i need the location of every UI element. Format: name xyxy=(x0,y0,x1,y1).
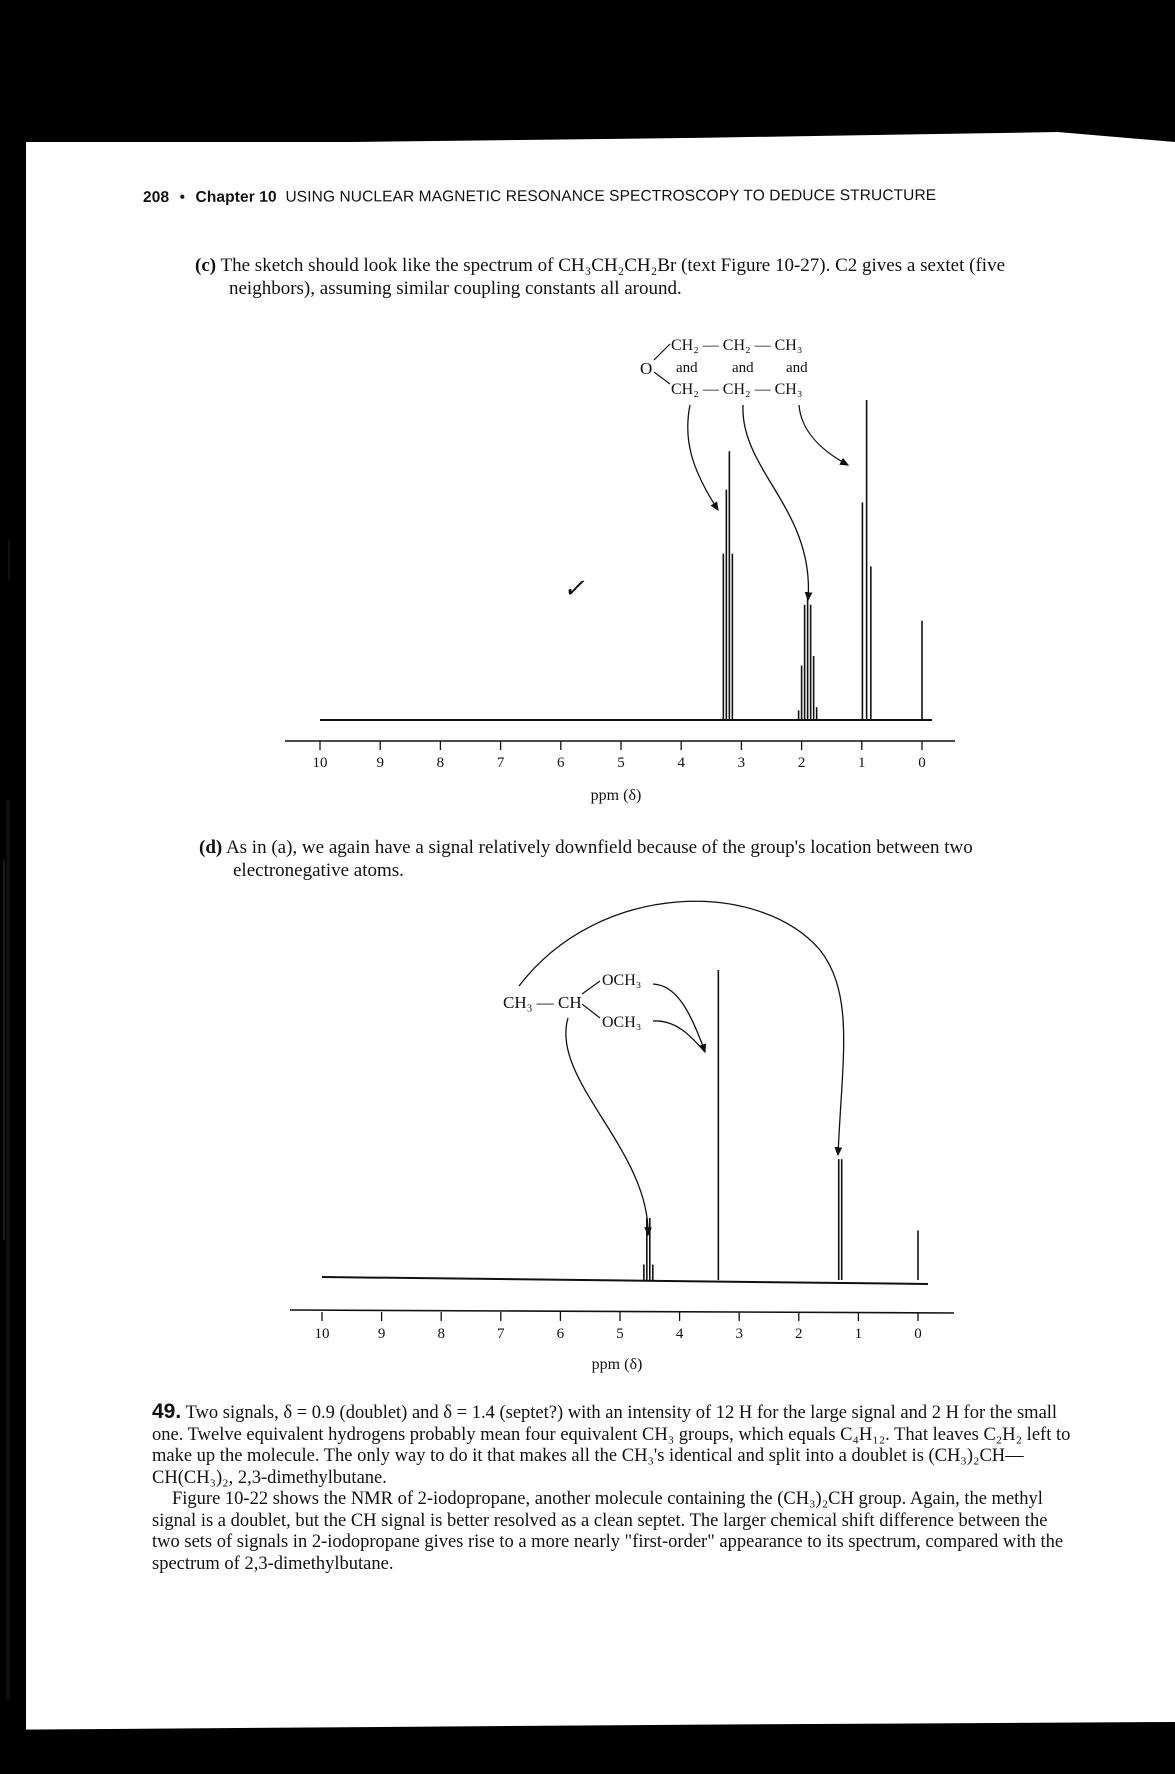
scan-margin-marks xyxy=(0,540,14,1700)
problem-49-text: Two signals, δ = 0.9 (doublet) and δ = 1.4 (septet?) with an intensity of 12 H for the large signal and 2 H for the small one. Twelve equivalent hydrogens probably mean four equivalent CH₃ groups, which equals C₄H₁₂. That leaves C₂H₂ left to make up the molecule. The only way to do it that makes all the CH₃'s identical and split into a doublet is (CH₃)₂CH—CH(CH₃)₂, 2,3-dimethylbutane. xyxy=(152,1403,1071,1488)
part-d-text: As in (a), we again have a signal relatively downfield because of the group's location between two electronegative atoms. xyxy=(225,837,973,881)
arrow-d-ch3 xyxy=(519,901,844,1155)
axis-tick-label: 1 xyxy=(854,1326,863,1342)
chapter-title: USING NUCLEAR MAGNETIC RESONANCE SPECTROSCOPY TO DEDUCE STRUCTURE xyxy=(285,186,937,206)
spectrum-d xyxy=(290,901,954,1373)
structure-c-bond-top xyxy=(654,344,670,360)
structure-d-bond-top xyxy=(582,981,600,994)
axis-tick-label: 3 xyxy=(737,755,746,771)
arrow-c-och2 xyxy=(688,405,718,510)
problem-49-text-2: Figure 10-22 shows the NMR of 2-iodopropane, another molecule containing the (CH₃)₂CH group. Again, the methyl signal is a doublet, but the CH signal is better resolved as a clean septet. The larger chemical shift difference between the two sets of signals in 2-iodopropane gives rise to a more nearly "first-order" appearance to its spectrum, compared with the spectrum of 2,3-dimethylbutane. xyxy=(152,1489,1064,1574)
axis-tick-label: 7 xyxy=(496,755,505,771)
structure-d-och3-bottom: OCH₃ xyxy=(602,1014,642,1031)
axis-tick-label: 3 xyxy=(735,1326,743,1342)
axis-tick-label: 2 xyxy=(795,1326,803,1342)
axis-tick-label: 8 xyxy=(436,755,445,771)
structure-c-top-row: CH₂ — CH₂ — CH₃ xyxy=(671,337,803,354)
arrow-d-ch xyxy=(566,1018,648,1235)
arrow-d-och3-top xyxy=(653,984,705,1052)
axis-tick-label: 4 xyxy=(675,1326,684,1342)
axis-tick-label: 9 xyxy=(377,1326,386,1342)
arrow-d-och3-bottom xyxy=(653,1021,705,1052)
axis-tick-label: 6 xyxy=(557,755,565,771)
arrow-c-ch2 xyxy=(743,405,809,600)
axis-tick-label: 0 xyxy=(914,1326,922,1342)
part-d-label: (d) xyxy=(199,837,223,858)
arrow-c-ch3 xyxy=(799,405,848,465)
spectrum-d-baseline xyxy=(322,1277,928,1284)
axis-tick-label: 6 xyxy=(556,1326,565,1342)
structure-c-and-2: and xyxy=(732,360,754,376)
header-bullet: • xyxy=(179,188,186,206)
structure-c-oxygen: O xyxy=(640,359,653,378)
structure-c-bottom-row: CH₂ — CH₂ — CH₃ xyxy=(671,381,803,398)
structure-c-and-1: and xyxy=(676,360,698,376)
problem-number: 49. xyxy=(152,1400,182,1423)
spectrum-d-axis-label: ppm (δ) xyxy=(591,1356,643,1373)
spectrum-c-axis-label: ppm (δ) xyxy=(590,787,642,804)
axis-tick-label: 8 xyxy=(437,1326,445,1342)
axis-tick-label: 5 xyxy=(616,1326,624,1342)
axis-tick-label: 7 xyxy=(497,1326,505,1342)
axis-tick-label: 9 xyxy=(376,755,384,771)
axis-tick-label: 10 xyxy=(312,755,328,771)
axis-tick-label: 1 xyxy=(858,755,866,771)
structure-c-bond-bottom xyxy=(654,372,670,384)
check-mark: ✓ xyxy=(563,574,585,603)
axis-tick-label: 5 xyxy=(617,755,625,771)
structure-d-left: CH₃ — CH xyxy=(503,993,582,1012)
structure-d-och3-top: OCH₃ xyxy=(602,972,642,989)
axis-tick-label: 10 xyxy=(314,1326,330,1342)
spectrum-c xyxy=(285,337,955,804)
structure-d-bond-bottom xyxy=(582,1004,600,1018)
axis-tick-label: 2 xyxy=(797,755,806,771)
structure-c-and-3: and xyxy=(786,360,808,376)
part-c-text: The sketch should look like the spectrum of CH₃CH₂CH₂Br (text Figure 10-27). C2 gives a sextet (five neighbors), assuming similar coupling constants all around. xyxy=(220,255,1005,299)
axis-tick-label: 4 xyxy=(677,755,685,771)
spectrum-d-axis xyxy=(290,1310,954,1313)
part-c-label: (c) xyxy=(195,255,217,276)
chapter-label: Chapter 10 xyxy=(195,188,277,206)
page-number: 208 xyxy=(142,188,170,206)
axis-tick-label: 0 xyxy=(918,755,926,771)
